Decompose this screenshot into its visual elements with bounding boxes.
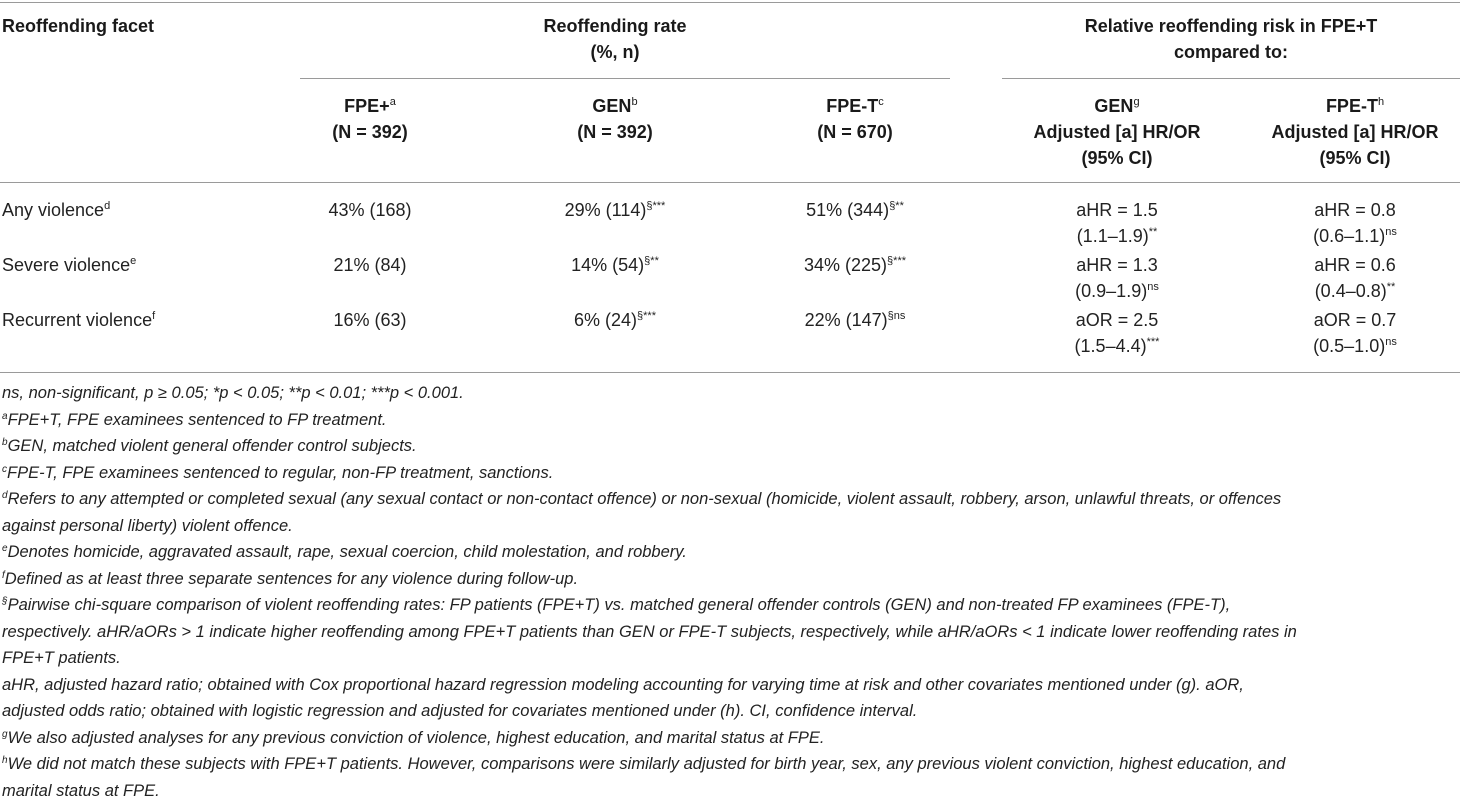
footnote-f: $^f$Defined as at least three separate sentences for any violence during follow-up. bbox=[2, 566, 1452, 593]
header-bottom-rule bbox=[0, 182, 1460, 183]
header-risk-line1: Relative reoffending risk in FPE+T bbox=[1002, 13, 1460, 39]
table-cell-fpe-plus: 43% (168) bbox=[290, 197, 450, 223]
table-row-facet: Recurrent violence$^f$ bbox=[2, 307, 155, 333]
table-cell-fpe-t: 51% (344)§** bbox=[760, 197, 950, 223]
table-cell-fpe-plus: 16% (63) bbox=[290, 307, 450, 333]
col-header-gen-risk: GEN$^g$ Adjusted [a] HR/OR (95% CI) bbox=[1002, 93, 1232, 171]
table-top-rule bbox=[0, 2, 1460, 3]
footnote-section-cont: respectively. aHR/aORs > 1 indicate higher reoffending among FPE+T patients than GEN or FPE-T subjects, respectively, while aHR/aORs < 1 indicate lower reoffending rates in bbox=[2, 619, 1452, 646]
table-cell-fpe-plus: 21% (84) bbox=[290, 252, 450, 278]
table-cell-fpe-t-risk: aHR = 0.8 $(0.6-1.1)^{ns}$ bbox=[1250, 197, 1460, 249]
header-reoffending-rate bbox=[300, 13, 930, 65]
footnote-h-cont: marital status at FPE. bbox=[2, 778, 1452, 804]
rate-group-rule bbox=[300, 78, 950, 79]
footnote-h: $^h$We did not match these subjects with FPE+T patients. However, comparisons were similarly adjusted for birth year, sex, any previous violent conviction, highest education, and bbox=[2, 751, 1452, 778]
footnote-c: $^c$FPE-T, FPE examinees sentenced to regular, non-FP treatment, sanctions. bbox=[2, 460, 1452, 487]
footnote-d-cont: against personal liberty) violent offence. bbox=[2, 513, 1452, 540]
col-header-fpe-t-risk: FPE-$T^h$ Adjusted [a] HR/OR (95% CI) bbox=[1250, 93, 1460, 171]
table-cell-gen-risk: aHR = 1.5 (1.1–1.9)** bbox=[1002, 197, 1232, 249]
footnote-ahr-cont: adjusted odds ratio; obtained with logistic regression and adjusted for covariates mentioned under (h). CI, confidence interval. bbox=[2, 698, 1452, 725]
table-row-facet: Any violence$^d$ bbox=[2, 197, 110, 223]
footnote-ahr: aHR, adjusted hazard ratio; obtained with Cox proportional hazard regression modeling accounting for varying time at risk and other covariates mentioned under (g). aOR, bbox=[2, 672, 1452, 699]
footnote-b: $^b$GEN, matched violent general offender control subjects. bbox=[2, 433, 1452, 460]
table-row-facet: Severe violence$^e$ bbox=[2, 252, 136, 278]
col-header-gen: GEN$^b$ (N = 392) bbox=[535, 93, 695, 145]
col-header-fpe-plus: FPE+$^a$ (N = 392) bbox=[290, 93, 450, 145]
table-cell-fpe-t-risk: aHR = 0.6 (0.4–0.8)** bbox=[1250, 252, 1460, 304]
header-rate-line2: (%, n) bbox=[300, 39, 930, 65]
footnote-section: §Pairwise chi-square comparison of violent reoffending rates: FP patients (FPE+T) vs. matched general offender controls (GEN) and non-treated FP examinees (FPE-T), bbox=[2, 592, 1452, 619]
table-cell-fpe-t: 22% $(147)^{\S ns}$ bbox=[760, 307, 950, 333]
footnote-d: $^d$Refers to any attempted or completed sexual (any sexual contact or non-contact offence) or non-sexual (homicide, violent assault, robbery, arson, unlawful threats, or offences bbox=[2, 486, 1452, 513]
table-cell-gen-risk: aHR = 1.3 $(0.9-1.9)^{ns}$ bbox=[1002, 252, 1232, 304]
risk-group-rule bbox=[1002, 78, 1460, 79]
table-footnotes bbox=[2, 380, 1452, 804]
header-relative-risk bbox=[1002, 13, 1460, 65]
table-cell-fpe-t-risk: aOR = 0.7 $(0.5-1.0)^{ns}$ bbox=[1250, 307, 1460, 359]
table-cell-fpe-t: 34% (225)§*** bbox=[760, 252, 950, 278]
header-risk-line2: compared to: bbox=[1002, 39, 1460, 65]
footnote-e: $^e$Denotes homicide, aggravated assault, rape, sexual coercion, child molestation, and robbery. bbox=[2, 539, 1452, 566]
col-header-fpe-t: FPE-$T^c$ (N = 670) bbox=[775, 93, 935, 145]
footnote-significance: ns, non-significant, p ≥ 0.05; *p < 0.05; **p < 0.01; ***p < 0.001. bbox=[2, 380, 1452, 407]
table-cell-gen: 6% (24)§*** bbox=[520, 307, 710, 333]
header-rate-line1: Reoffending rate bbox=[300, 13, 930, 39]
footnote-section-cont: FPE+T patients. bbox=[2, 645, 1452, 672]
header-facet: Reoffending facet bbox=[2, 13, 154, 39]
footnote-g: $^g$We also adjusted analyses for any previous conviction of violence, highest education, and marital status at FPE. bbox=[2, 725, 1452, 752]
footnote-a: $^a$FPE+T, FPE examinees sentenced to FP treatment. bbox=[2, 407, 1452, 434]
table-cell-gen-risk: aOR = 2.5 (1.5–4.4)*** bbox=[1002, 307, 1232, 359]
table-cell-gen: 29% (114)§*** bbox=[520, 197, 710, 223]
table-cell-gen: 14% (54)§** bbox=[520, 252, 710, 278]
table-bottom-rule bbox=[0, 372, 1460, 373]
